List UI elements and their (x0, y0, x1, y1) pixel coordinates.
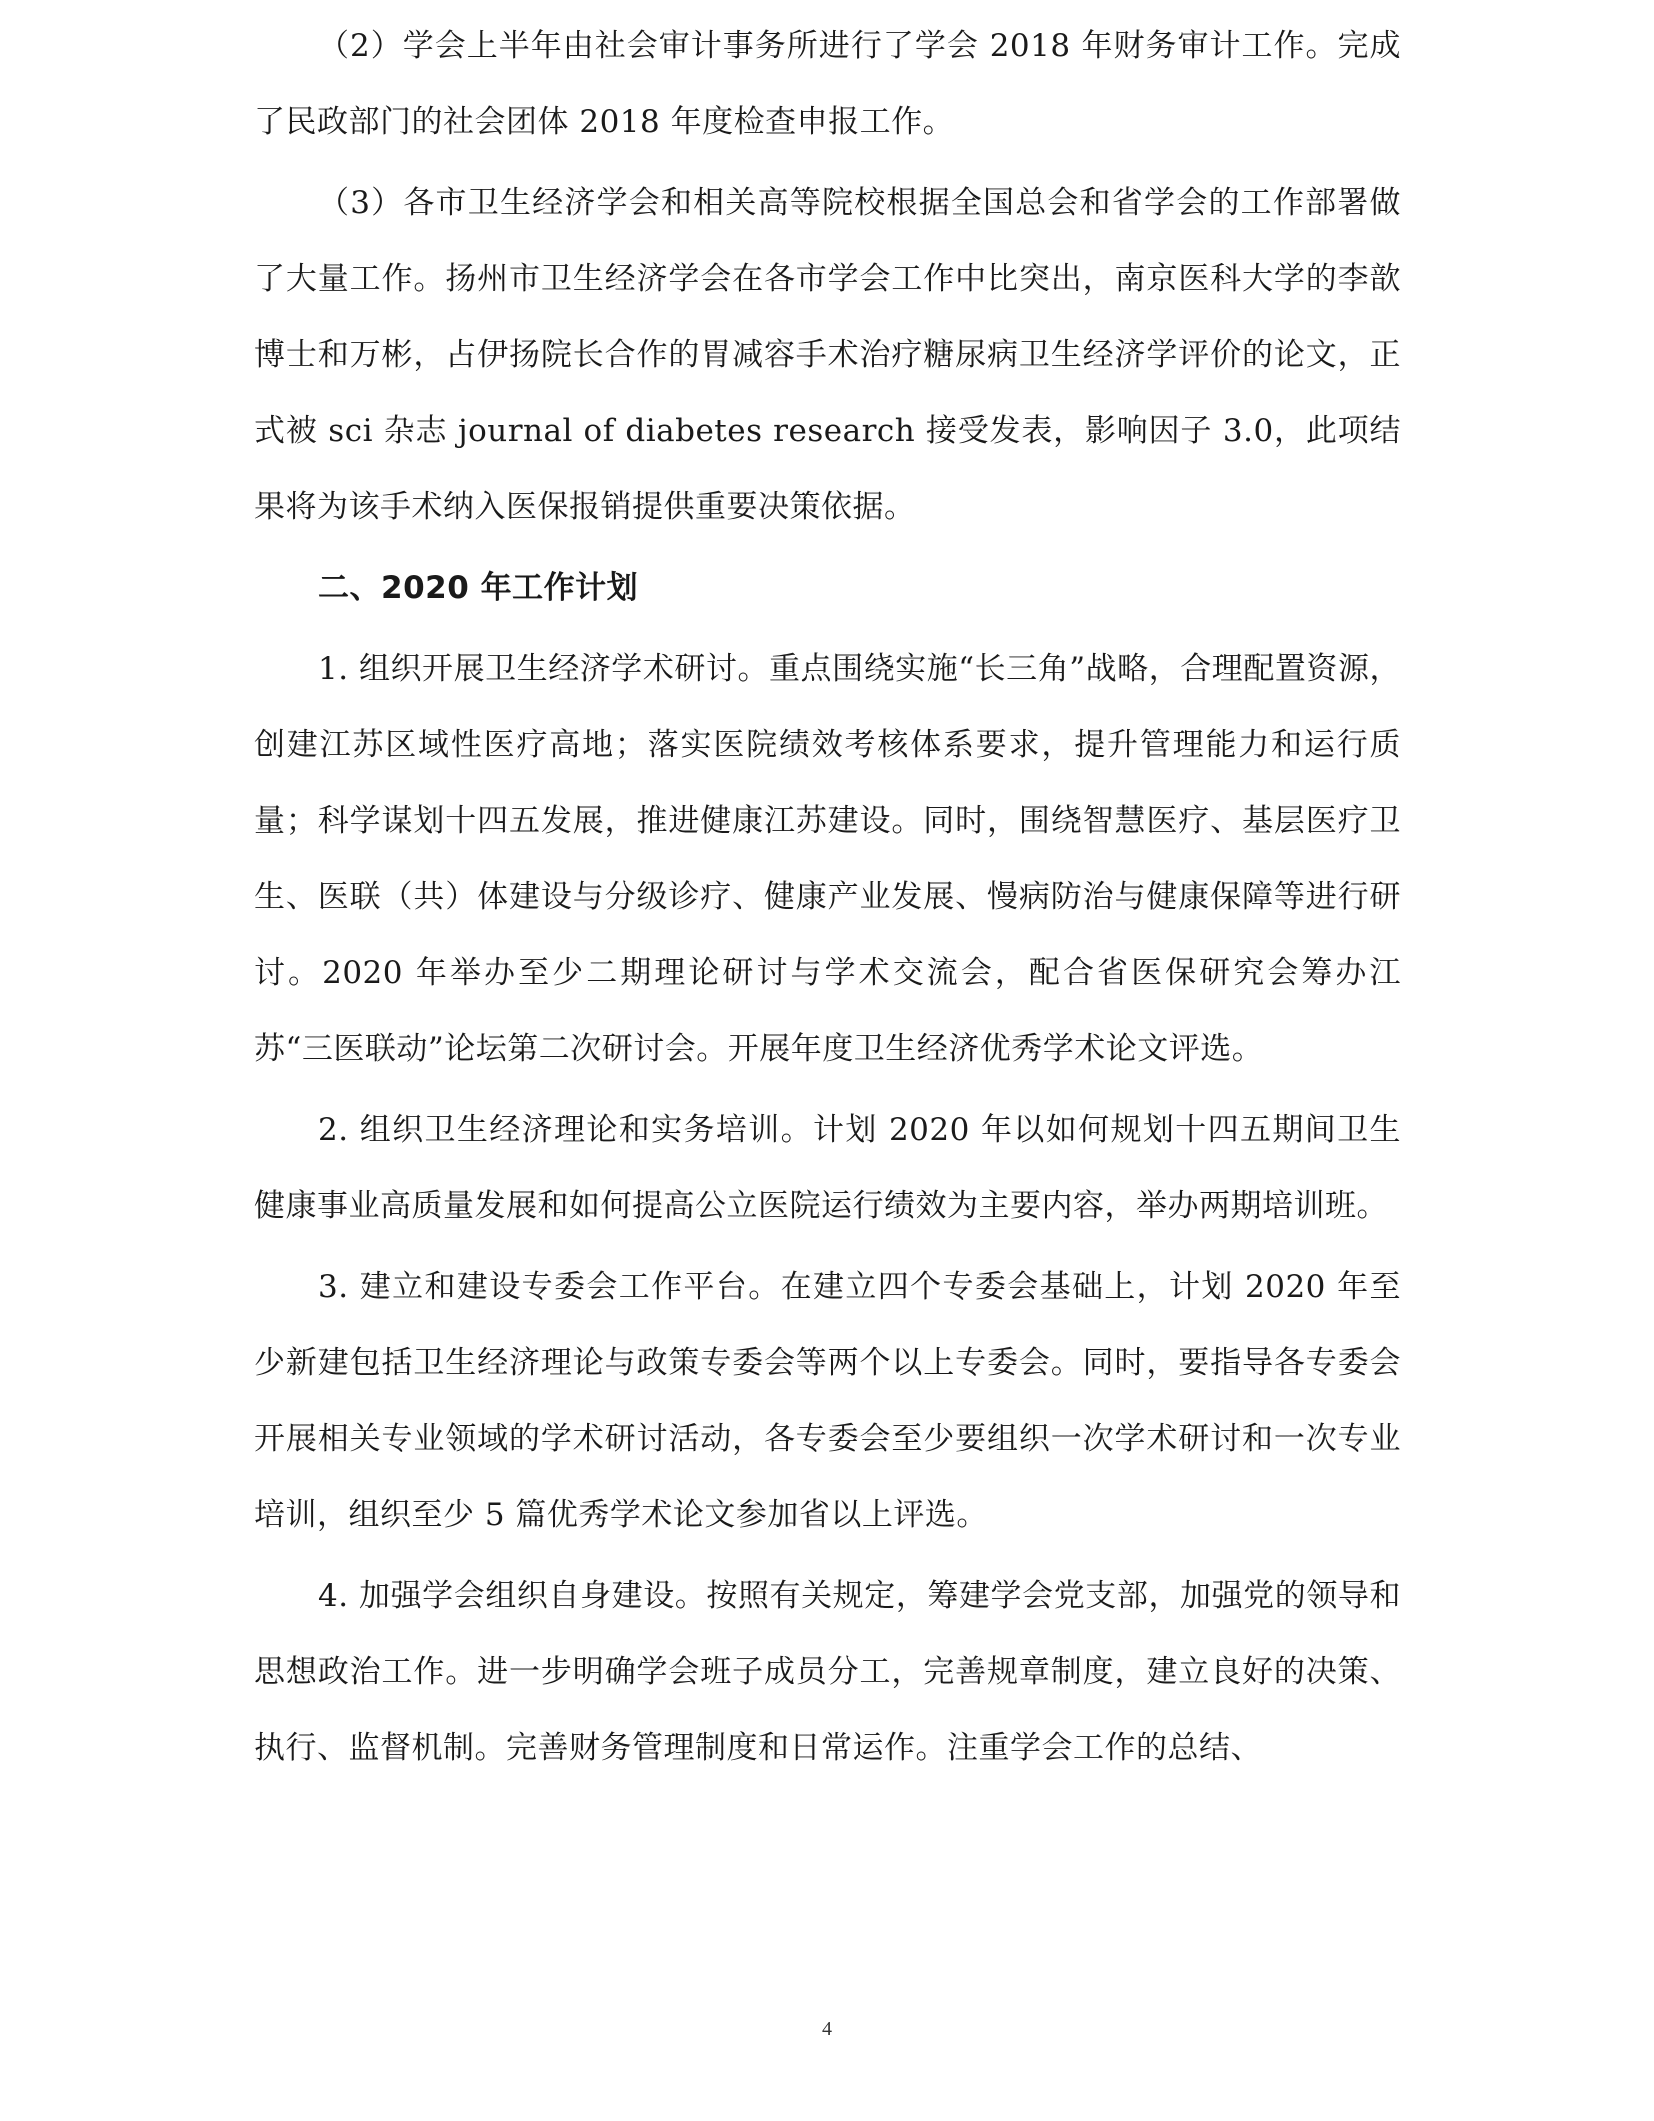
paragraph-audit: （2）学会上半年由社会审计事务所进行了学会 2018 年财务审计工作。完成了民政部门的社会团体 2018 年度检查申报工作。 (254, 28, 1401, 140)
section-heading: 二、2020 年工作计划 (318, 570, 639, 606)
plan-item-3: 3. 建立和建设专委会工作平台。在建立四个专委会基础上，计划 2020 年至少新建包括卫生经济理论与政策专委会等两个以上专委会。同时，要指导各专委会开展相关专业领域的学术研讨活动，各专委会至少要组织一次学术研讨和一次专业培训，组织至少 5 篇优秀学术论文参加省以上评选。 (254, 1269, 1401, 1533)
page-number: 4 (822, 2018, 832, 2040)
plan-item-2: 2. 组织卫生经济理论和实务培训。计划 2020 年以如何规划十四五期间卫生健康事业高质量发展和如何提高公立医院运行绩效为主要内容，举办两期培训班。 (254, 1112, 1401, 1224)
plan-item-4: 4. 加强学会组织自身建设。按照有关规定，筹建学会党支部，加强党的领导和思想政治工作。进一步明确学会班子成员分工，完善规章制度，建立良好的决策、执行、监督机制。完善财务管理制度和日常运作。注重学会工作的总结、 (254, 1578, 1401, 1766)
plan-item-1: 1. 组织开展卫生经济学术研讨。重点围绕实施“长三角”战略，合理配置资源，创建江苏区域性医疗高地；落实医院绩效考核体系要求，提升管理能力和运行质量；科学谋划十四五发展，推进健康江苏建设。同时，围绕智慧医疗、基层医疗卫生、医联（共）体建设与分级诊疗、健康产业发展、慢病防治与健康保障等进行研讨。2020 年举办至少二期理论研讨与学术交流会，配合省医保研究会筹办江苏“三医联动”论坛第二次研讨会。开展年度卫生经济优秀学术论文评选。 (254, 651, 1401, 1067)
paragraph-city-societies: （3）各市卫生经济学会和相关高等院校根据全国总会和省学会的工作部署做了大量工作。扬州市卫生经济学会在各市学会工作中比突出，南京医科大学的李歆博士和万彬，占伊扬院长合作的胃减容手术治疗糖尿病卫生经济学评价的论文，正式被 sci 杂志 journal of diabetes research 接受发表，影响因子 3.0，此项结果将为该手术纳入医保报销提供重要决策依据。 (254, 185, 1401, 525)
document-body (254, 8, 1401, 1791)
